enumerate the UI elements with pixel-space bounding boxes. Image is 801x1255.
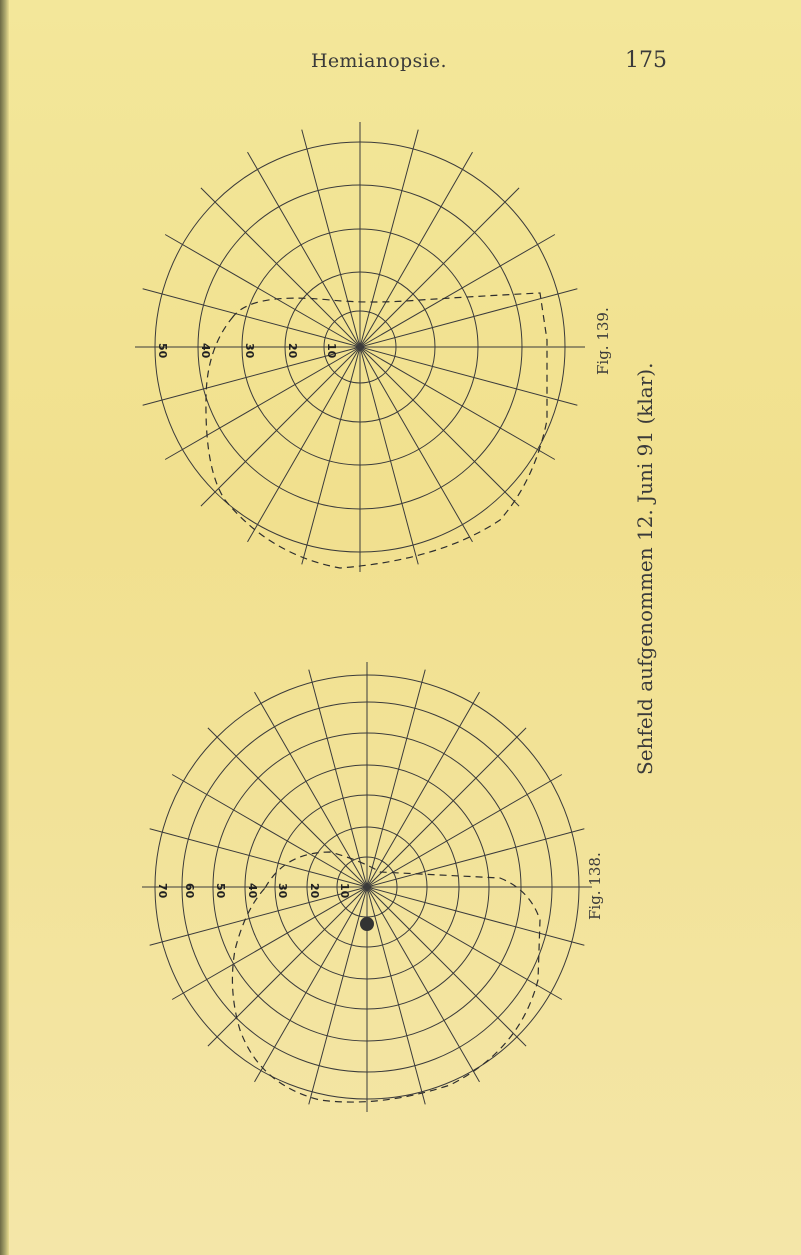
- chart-138-meridian: [172, 887, 367, 1000]
- chart-138-blind-spot: [360, 917, 374, 931]
- chart-138-degree-label: 40: [246, 883, 259, 899]
- chart-138-meridian: [367, 728, 526, 887]
- chart-139-degree-label: 50: [156, 343, 169, 359]
- page-title: Hemianopsie.: [311, 50, 447, 72]
- figure-label-139: Fig. 139.: [594, 307, 612, 375]
- chart-138-meridian: [172, 775, 367, 888]
- chart-138-degree-label: 50: [214, 883, 227, 899]
- chart-138-meridian: [367, 775, 562, 888]
- figure-label-138: Fig. 138.: [586, 852, 604, 920]
- chart-139-degree-label: 30: [243, 343, 256, 359]
- chart-138-degree-label: 70: [156, 883, 169, 899]
- chart-139-degree-label: 20: [286, 343, 299, 359]
- chart-139-degree-label: 40: [199, 343, 212, 359]
- chart-138-meridian: [367, 887, 480, 1082]
- chart-138-meridian: [208, 887, 367, 1046]
- chart-138-meridian: [255, 887, 368, 1082]
- chart-139-degree-label: 10: [325, 343, 338, 359]
- chart-138-meridian: [367, 887, 526, 1046]
- page-number: 175: [625, 48, 667, 73]
- chart-138-degree-label: 20: [308, 883, 321, 899]
- chart-138-degree-label: 10: [338, 883, 351, 899]
- plate-caption: Sehfeld aufgenommen 12. Juni 91 (klar).: [633, 362, 657, 775]
- chart-138-meridian: [208, 728, 367, 887]
- chart-138-meridian: [367, 692, 480, 887]
- chart-138-degree-label: 60: [183, 883, 196, 899]
- chart-138-degree-label: 30: [276, 883, 289, 899]
